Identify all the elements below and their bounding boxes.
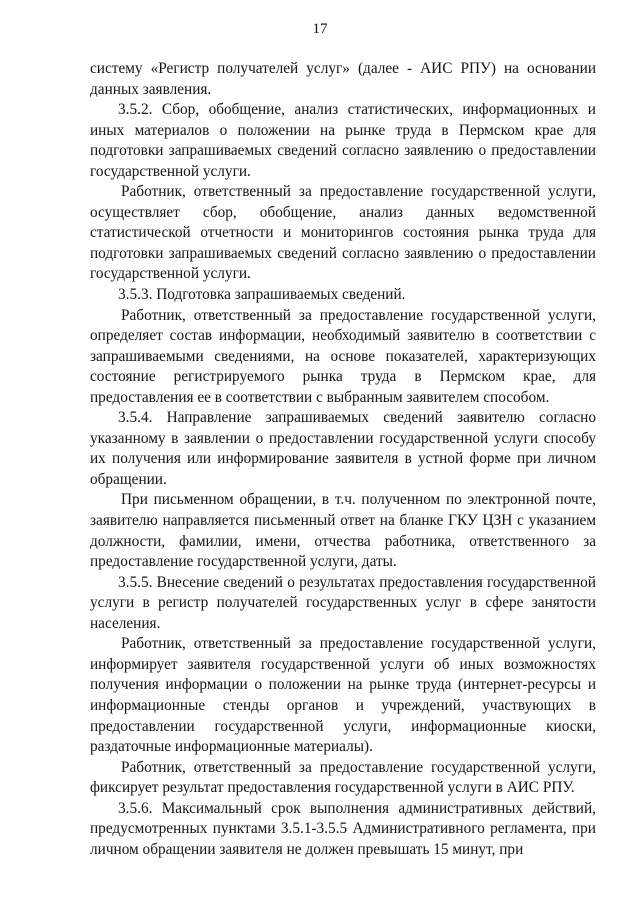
paragraph-other-sources: Работник, ответственный за предоставление государственной услуги, информирует заявителя государственной услуги об иных возможностях получения информации о положении на рынке труда (интернет-ресурсы и информационные стенды органов и учреждений, участвующих в предоставлении государственной услуги, информационные киоски, раздаточные информационные материалы). [90, 635, 596, 756]
paragraph-continuation: систему «Регистр получателей услуг» (далее - АИС РПУ) на основании данных заявления. [90, 60, 596, 98]
page-number: 17 [312, 21, 328, 37]
paragraph-3-5-2: 3.5.2. Сбор, обобщение, анализ статистических, информационных и иных материалов о положении на рынке труда в Пермском крае для подготовки запрашиваемых сведений согласно заявлению о предоставлении государственной услуги. [90, 101, 596, 180]
document-body [90, 59, 596, 860]
paragraph-3-5-4: 3.5.4. Направление запрашиваемых сведений заявителю согласно указанному в заявлении о предоставлении государственной услуги способу их получения или информирование заявителя в устной форме при личном обращении. [90, 409, 596, 488]
paragraph-information-scope: Работник, ответственный за предоставление государственной услуги, определяет состав информации, необходимый заявителю в соответствии с запрашиваемыми сведениями, на основе показателей, характеризующих состояние регистрируемого рынка труда в Пермском крае, для предоставления ее в соответствии с выбранным заявителем способом. [90, 306, 596, 406]
paragraph-3-5-5: 3.5.5. Внесение сведений о результатах предоставления государственной услуги в регистр получателей государственных услуг в сфере занятости населения. [90, 573, 596, 632]
paragraph-data-collection: Работник, ответственный за предоставление государственной услуги, осуществляет сбор, обобщение, анализ данных ведомственной статистической отчетности и мониторингов состояния рынка труда для подготовки запрашиваемых сведений согласно заявлению о предоставлении государственной услуги. [90, 183, 596, 283]
paragraph-record-result: Работник, ответственный за предоставление государственной услуги, фиксирует результат предоставления государственной услуги в АИС РПУ. [90, 758, 596, 797]
paragraph-3-5-3: 3.5.3. Подготовка запрашиваемых сведений. [118, 286, 406, 304]
paragraph-3-5-6: 3.5.6. Максимальный срок выполнения административных действий, предусмотренных пунктами 3.5.1-3.5.5 Административного регламента, при личном обращении заявителя не должен превышать 15 минут, при [90, 799, 596, 858]
paragraph-written-reply: При письменном обращении, в т.ч. полученном по электронной почте, заявителю направляется письменный ответ на бланке ГКУ ЦЗН с указанием должности, фамилии, имени, отчества работника, ответственного за предоставление государственной услуги, даты. [90, 491, 596, 571]
